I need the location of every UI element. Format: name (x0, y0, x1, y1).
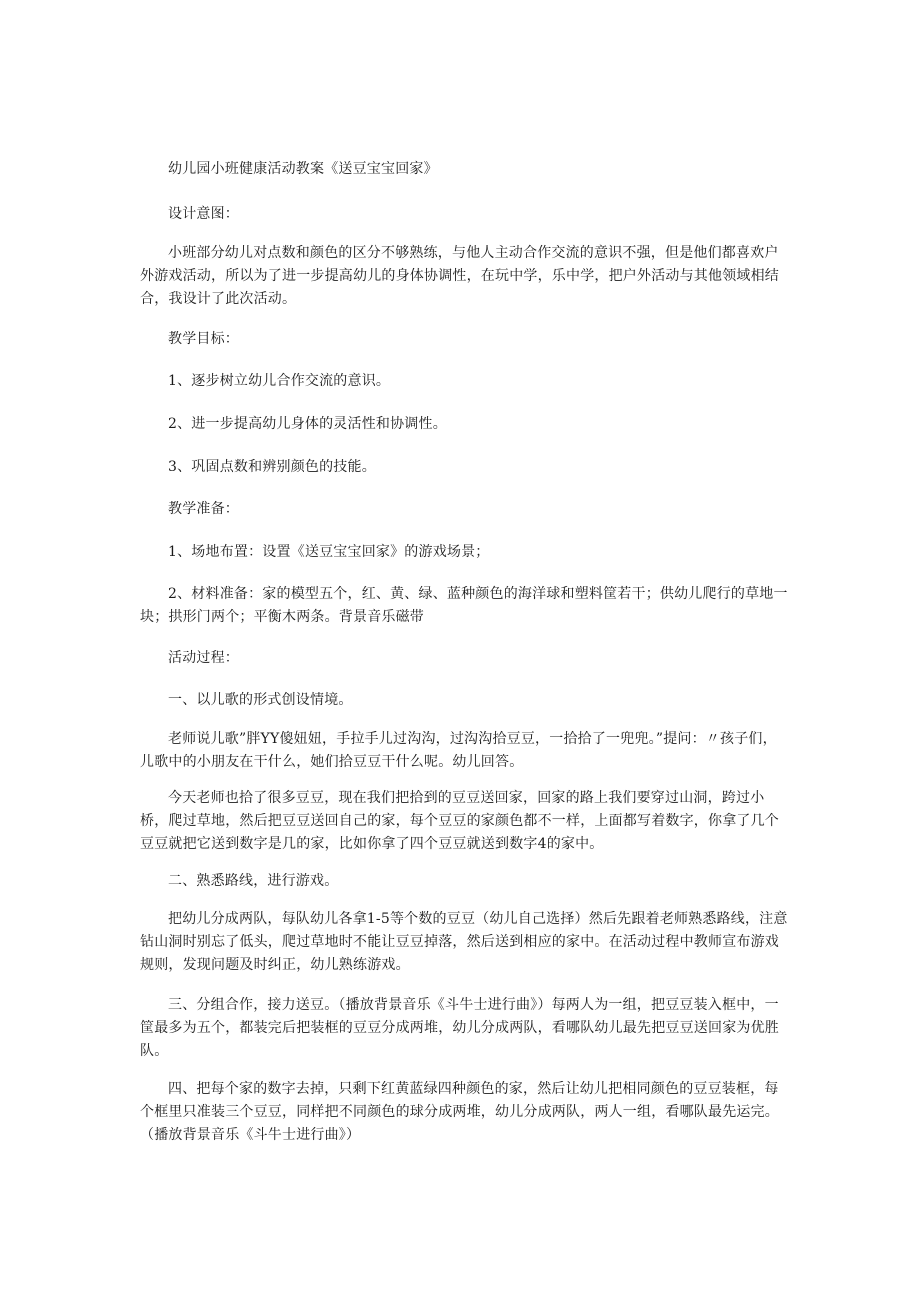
process-step-3-body: 三、分组合作，接力送豆。（播放背景音乐《斗牛士进行曲》）每两人为一组，把豆豆装入框中，一筐最多为五个，都装完后把装框的豆豆分成两堆，幼儿分成两队，看哪队幼儿最先把豆豆送回家为优胜队。 (140, 997, 779, 1059)
goal-item-2: 2、进一步提高幼儿身体的灵活性和协调性。 (168, 416, 447, 432)
section-heading-activity-process: 活动过程： (168, 650, 239, 666)
process-step-4-body: 四、把每个家的数字去掉，只剩下红黄蓝绿四种颜色的家，然后让幼儿把相同颜色的豆豆装框，每个框里只准装三个豆豆，同样把不同颜色的球分成两堆，幼儿分成两队，两人一组，看哪队最先运完。（播放背景音乐《斗牛士进行曲》） (140, 1081, 779, 1143)
goal-item-1: 1、逐步树立幼儿合作交流的意识。 (168, 373, 391, 389)
process-step-1-rhyme: 老师说儿歌”胖YY傻妞妞，手拉手儿过沟沟，过沟沟拾豆豆，一拾拾了一兜兜。”提问：〃孩子们，儿歌中的小朋友在干什么，她们拾豆豆干什么呢。幼儿回答。 (140, 731, 777, 770)
section-heading-teaching-goals: 教学目标： (168, 331, 239, 347)
section-heading-design-intent: 设计意图： (168, 206, 239, 222)
process-step-2-heading: 二、熟悉路线，进行游戏。 (168, 873, 339, 889)
process-step-2-body: 把幼儿分成两队，每队幼儿各拿1-5等个数的豆豆（幼儿自己选择）然后先跟着老师熟悉路线，注意钻山洞时别忘了低头，爬过草地时不能让豆豆掉落，然后送到相应的家中。在活动过程中教师宣布游戏规则，发现问题及时纠正，幼儿熟练游戏。 (140, 911, 788, 973)
preparation-item-2: 2、材料准备：家的模型五个，红、黄、绿、蓝种颜色的海洋球和塑料筐若干；供幼儿爬行的草地一块；拱形门两个；平衡木两条。背景音乐磁带 (140, 586, 788, 625)
section-heading-preparation: 教学准备： (168, 501, 239, 517)
paragraph-design-intent: 小班部分幼儿对点数和颜色的区分不够熟练，与他人主动合作交流的意识不强，但是他们都喜欢户外游戏活动，所以为了进一步提高幼儿的身体协调性，在玩中学，乐中学，把户外活动与其他领域相结合，我设计了此次活动。 (140, 245, 779, 307)
process-step-1-explanation: 今天老师也拾了很多豆豆，现在我们把拾到的豆豆送回家，回家的路上我们要穿过山洞，跨过小桥，爬过草地，然后把豆豆送回自己的家，每个豆豆的家颜色都不一样，上面都写着数字，你拿了几个豆豆就把它送到数字是几的家，比如你拿了四个豆豆就送到数字4的家中。 (140, 790, 779, 852)
document-title: 幼儿园小班健康活动教案《送豆宝宝回家》 (168, 161, 438, 177)
goal-item-3: 3、巩固点数和辨别颜色的技能。 (168, 459, 376, 475)
preparation-item-1: 1、场地布置：设置《送豆宝宝回家》的游戏场景； (168, 544, 490, 560)
process-step-1-heading: 一、以儿歌的形式创设情境。 (168, 692, 353, 708)
